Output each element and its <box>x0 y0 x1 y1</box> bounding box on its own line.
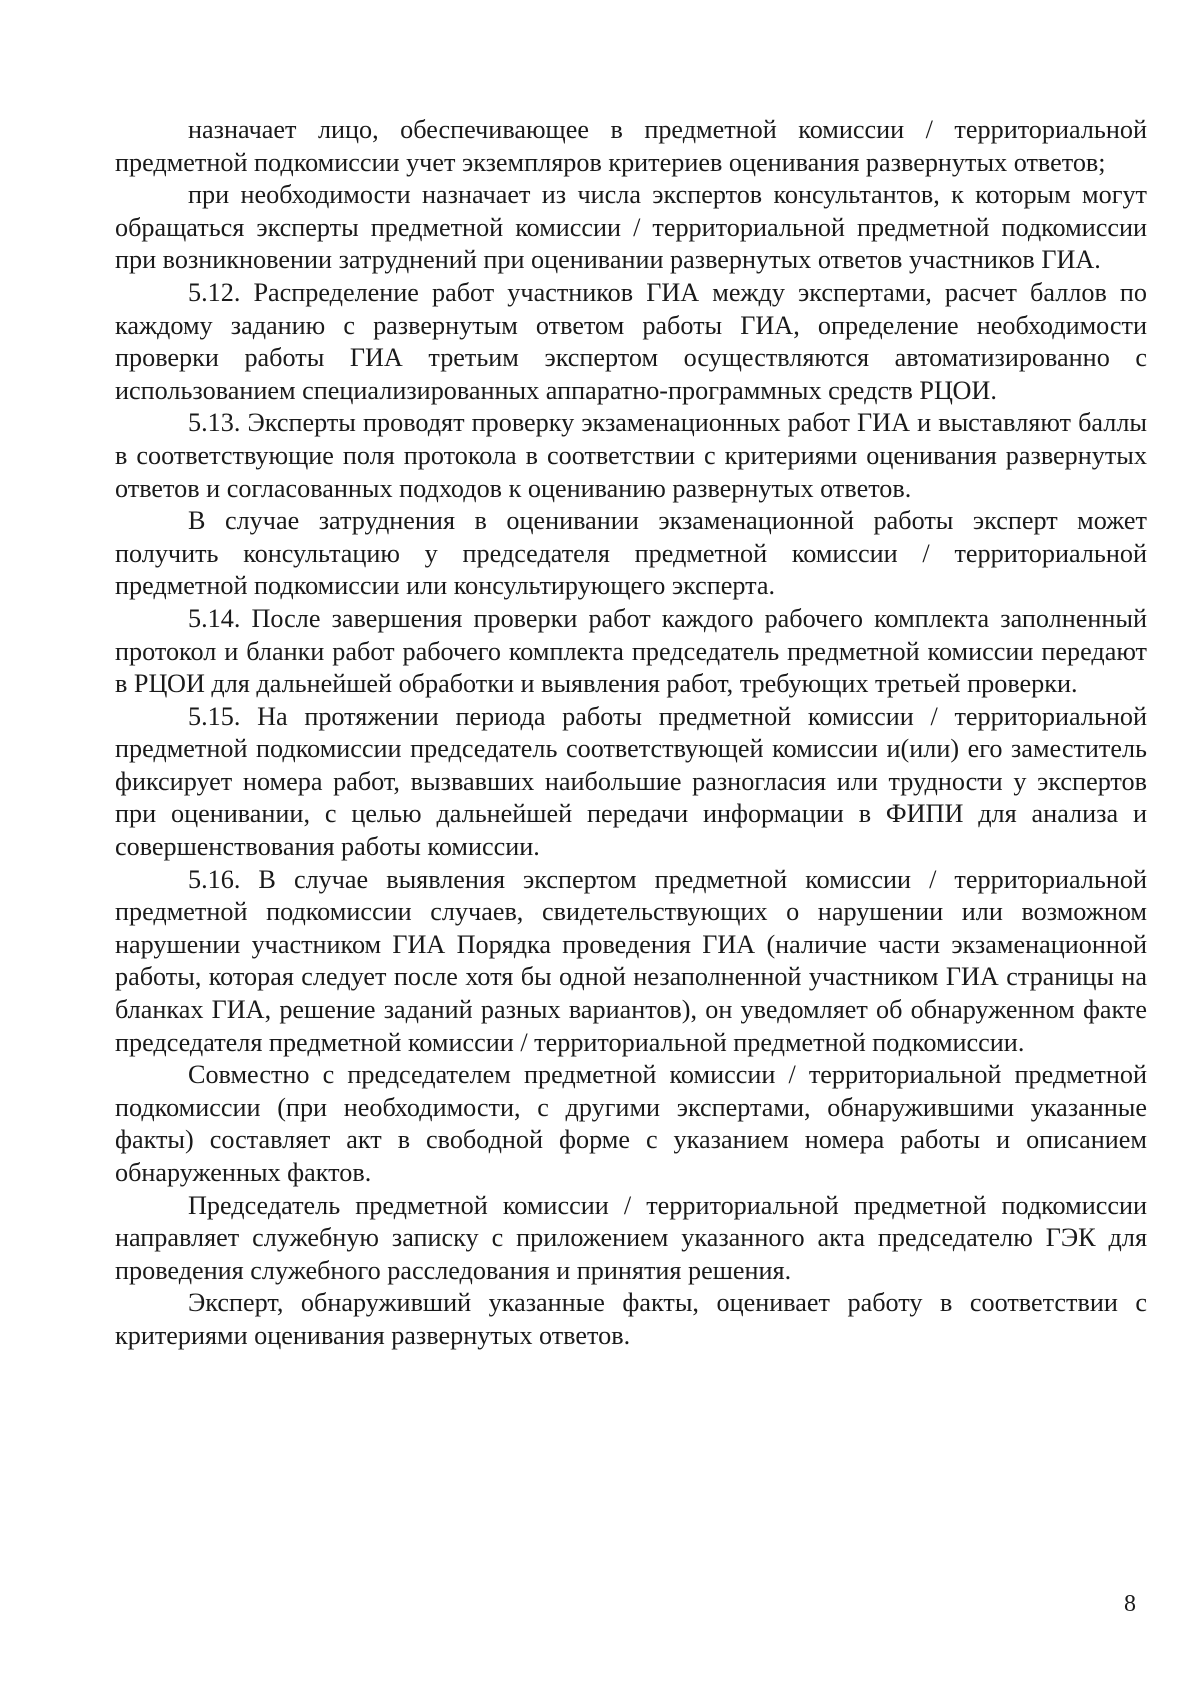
document-body <box>115 114 1147 1353</box>
paragraph-joint-act: Совместно с председателем предметной комиссии / территориальной предметной подкомиссии (при необходимости, с другими экспертами, обнаружившими указанные факты) составляет акт в свободной форме с указанием номера работы и описанием обнаруженных фактов. <box>115 1060 1147 1187</box>
paragraph-5-12: 5.12. Распределение работ участников ГИА между экспертами, расчет баллов по каждому заданию с развернутым ответом работы ГИА, определение необходимости проверки работы ГИА третьим экспертом осуществляются автоматизированно с использованием специализированных аппаратно-программных средств РЦОИ. <box>115 277 1147 405</box>
paragraph-consultants: при необходимости назначает из числа экспертов консультантов, к которым могут обращаться эксперты предметной комиссии / территориальной предметной подкомиссии при возникновении затруднений при оценивании развернутых ответов участников ГИА. <box>115 180 1147 275</box>
paragraph-5-14: 5.14. После завершения проверки работ каждого рабочего комплекта заполненный протокол и бланки работ рабочего комплекта председатель предметной комиссии передают в РЦОИ для дальнейшей обработки и выявления работ, требующих третьей проверки. <box>115 603 1147 699</box>
paragraph-consultation: В случае затруднения в оценивании экзаменационной работы эксперт может получить консультацию у председателя предметной комиссии / территориальной предметной подкомиссии или консультирующего эксперта. <box>115 506 1147 601</box>
page-number: 8 <box>1124 1591 1136 1617</box>
paragraph-chairman-memo: Председатель предметной комиссии / территориальной предметной подкомиссии направляет служебную записку с приложением указанного акта председателю ГЭК для проведения служебного расследования и принятия решения. <box>115 1190 1147 1285</box>
paragraph-5-13: 5.13. Эксперты проводят проверку экзаменационных работ ГИА и выставляют баллы в соответствующие поля протокола в соответствии с критериями оценивания развернутых ответов и согласованных подходов к оцениванию развернутых ответов. <box>115 408 1147 503</box>
paragraph-5-16: 5.16. В случае выявления экспертом предметной комиссии / территориальной предметной подкомиссии случаев, свидетельствующих о нарушении или возможном нарушении участником ГИА Порядка проведения ГИА (наличие части экзаменационной работы, которая следует после хотя бы одной незаполненной участником ГИА страницы на бланках ГИА, решение заданий разных вариантов), он уведомляет об обнаруженном факте председателя предметной комиссии / территориальной предметной подкомиссии. <box>115 864 1147 1057</box>
paragraph-expert-accounting: назначает лицо, обеспечивающее в предметной комиссии / территориальной предметной подкомиссии учет экземпляров критериев оценивания развернутых ответов; <box>115 115 1147 177</box>
paragraph-expert-evaluation: Эксперт, обнаруживший указанные факты, оценивает работу в соответствии с критериями оценивания развернутых ответов. <box>115 1288 1147 1350</box>
paragraph-5-15: 5.15. На протяжении периода работы предметной комиссии / территориальной предметной подкомиссии председатель соответствующей комиссии и(или) его заместитель фиксирует номера работ, вызвавших наибольшие разногласия или трудности у экспертов при оценивании, с целью дальнейшей передачи информации в ФИПИ для анализа и совершенствования работы комиссии. <box>115 701 1147 862</box>
